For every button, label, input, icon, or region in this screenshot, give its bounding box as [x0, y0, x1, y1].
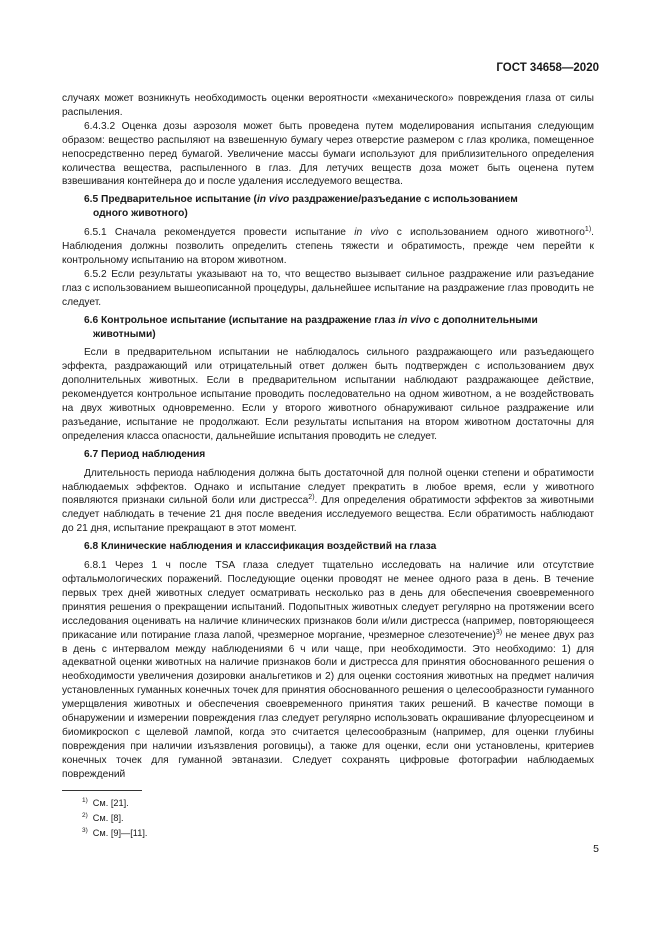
paragraph-6-8-1 [62, 559, 594, 782]
heading-text: 6.5 Предварительное испытание ( [84, 194, 257, 206]
paragraph-6-6: Если в предварительном испытании не наблюдалось сильного раздражающего или разъедающего эффекта, раздражающий или отрицательный ответ должен быть подтвержден с использованием двух дополнительных животных. Если в предварительном испытании наблюдают раздражающее действие, рекомендуется контрольное испытание проводить последовательно на одном животном, а не воздействовать на двух животных одновременно. Если у второго животного обнаруживают сильное раздражение или разъедание, испытание не продолжают. Если результаты испытания на втором животном достаточны для определения класса опасности, дальнейшие испытания проводить не следует. [62, 347, 594, 442]
heading-italic: in vivo [256, 194, 290, 206]
paragraph-6-4-3-2: 6.4.3.2 Оценка дозы аэрозоля может быть проведена путем моделирования испытания следующим образом: вещество распыляют на взвешенную бумагу через отверстие размером с глаз кролика, помещенное непосредственно перед бумагой. Увеличение массы бумаги используют для приблизительного определения количества вещества, распыленного в глаз. Для летучих веществ доза может быть оценена путем взвешивания контейнера до и после удаления исследуемого вещества. [62, 120, 594, 188]
paragraph-text: с использованием одного животного [388, 227, 585, 239]
paragraph-6-5-1 [62, 226, 594, 268]
footnote-mark: 1) [82, 797, 88, 804]
paragraph-continuation: случаях может возникнуть необходимость оценки вероятности «механического» повреждения глаза от силы распыления. [62, 93, 594, 118]
paragraph-text: 6.8.1 Через 1 ч после TSA глаза следует тщательно исследовать на наличие или отсутствие офтальмологических поражений. Последующие оценки проводят не менее одного раза в день. В течение первых трех дней животных следует осматривать несколько раз в день для обеспечения своевременного принятия решения о прекращении испытаний. Подопытных животных следует регулярно на протяжении всего исследования оценивать на наличие клинических признаков боли и/или дистресса (например, повторяющееся прикасание или потирание глаза лапой, чрезмерное моргание, чрезмерное слезотечение) [62, 560, 594, 641]
paragraph-6-7 [62, 467, 594, 537]
section-heading-6-6 [62, 314, 594, 342]
footnotes [62, 796, 147, 841]
italic-term: in vivo [354, 227, 389, 239]
footnote-ref: 1) [584, 226, 592, 234]
paragraph-text: Длительность периода наблюдения должна быть достаточной для полной оценки степени и обратимости наблюдаемых эффектов. Однако и испытание следует прекратить в любое время, если у животного появляются признаки сильной боли или дистресса [62, 467, 594, 507]
heading-text: раздражение/разъедание с использованием [289, 194, 518, 206]
section-heading-6-5 [62, 193, 594, 221]
heading-text: 6.6 Контрольное испытание (испытание на раздражение глаз [84, 314, 399, 326]
page-body [62, 92, 594, 782]
footnote-item [62, 796, 147, 811]
paragraph-text: 6.5.1 Сначала рекомендуется провести испытание [84, 227, 355, 239]
footnote-text: См. [8]. [92, 813, 124, 823]
paragraph-text: . Наблюдения должны позволить определить степень тяжести и обратимость, прежде чем перейти к контрольному испытанию на втором животном. [62, 227, 594, 266]
footnote-item [62, 811, 147, 826]
footnote-text: См. [21]. [92, 798, 129, 808]
footnote-item [62, 826, 147, 841]
document-code: ГОСТ 34658—2020 [496, 62, 599, 74]
footnote-ref: 2) [308, 494, 315, 502]
section-heading-6-8: 6.8 Клинические наблюдения и классификация воздействий на глаза [84, 541, 437, 553]
heading-text-line2: одного животного) [93, 208, 188, 220]
footnote-ref: 3) [495, 628, 503, 636]
footnote-mark: 2) [82, 812, 88, 819]
heading-italic: in vivo [398, 314, 431, 326]
paragraph-text: не менее двух раз в день с интервалом между наблюдениями 6 ч или чаще, при необходимости. Это необходимо: 1) для адекватной оценки животных на наличие признаков боли и дистресса для принятия обоснованного решения о необходимости увеличения дозировки анальгетиков и 2) для оценки состояния животных на предмет наличия установленных гуманных конечных точек для принятия обоснованного решения о целесообразности гуманного умерщвления животных и обеспечения своевременного принятия таких решений. В качестве помощи в обнаружении и измерении повреждения глаз следует регулярно использовать окрашивание флуоресцеином и биомикроскоп с щелевой лампой, когда это считается целесообразным (например, для оценки глубины повреждения при наличии изъязвления роговицы), а также для оценки, если они установлены, критериев конечных точек для гуманной эвтаназии. Следует сохранять цифровые фотографии наблюдаемых повреждений [62, 629, 595, 780]
section-heading-6-7: 6.7 Период наблюдения [84, 448, 206, 460]
heading-text: с дополнительными [430, 314, 538, 326]
footnote-mark: 3) [82, 827, 88, 834]
paragraph-6-5-2: 6.5.2 Если результаты указывают на то, что вещество вызывает сильное раздражение или разъедание глаз с использованием вышеописанной процедуры, дальнейшее испытание на раздражение глаз проводить не следует. [62, 268, 594, 308]
page-number: 5 [593, 843, 599, 855]
paragraph-text: . Для определения обратимости эффектов за животными следует наблюдать в течение 21 дня после введения исследуемого вещества. Если обратимость наблюдают до 21 дня, испытание прекращают в этот момент. [62, 495, 594, 535]
heading-text-line2: животными) [93, 328, 156, 340]
footnote-text: См. [9]—[11]. [92, 828, 148, 838]
footnote-divider [62, 790, 142, 791]
